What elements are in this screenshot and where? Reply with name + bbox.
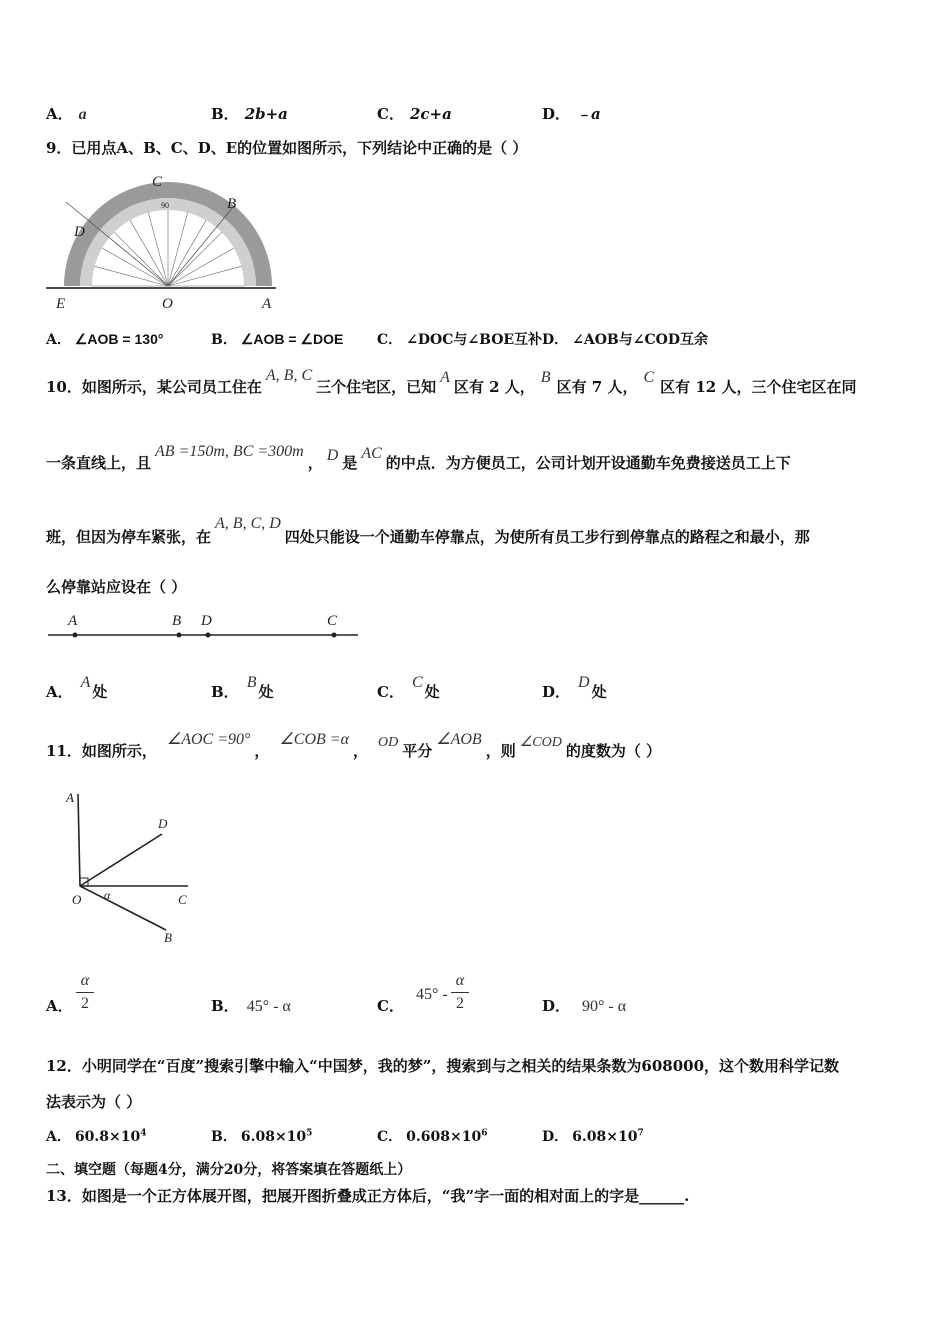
q8-option-c: C． 2c+a — [377, 105, 452, 123]
q12-option-b: B． $6.08\times 10^5$ — [211, 1128, 313, 1145]
q11-label-alpha: α — [104, 888, 111, 902]
q8-option-b: B． 2b+a — [211, 105, 288, 123]
q8-option-d: D． ﹣a — [542, 105, 601, 123]
q10-line3: 班，但因为停车紧张，在A, B, C, D四处只能设一个通勤车停靠点，为使所有员工步行到停靠点的路程之和最小，那 — [46, 515, 810, 546]
q10-line4: 么停靠站应设在（ ） — [46, 578, 187, 596]
q11-label-d: D — [158, 816, 168, 831]
q9-option-d: D． ∠AOB与∠COD互余 — [542, 332, 708, 348]
q10-line2: 一条直线上，且AB =150m, BC =300m， D 是AC的中点．为方便员工，公司计划开设通勤车免费接送员工上下 — [46, 443, 791, 472]
q9-stem: 9．已用点A、B、C、D、E的位置如图所示，下列结论中正确的是（ ） — [46, 139, 528, 157]
q10-option-b: B．B处 — [211, 674, 274, 701]
q9-label-a: A — [262, 296, 272, 312]
q10-line1: 10．如图所示，某公司员工住在A, B, C三个住宅区，已知A区有 2 人，B区有 7 人，C区有 12 人，三个住宅区在同 — [46, 367, 857, 396]
q11-option-b: B． 45° - α — [211, 997, 291, 1015]
q12-line1: 12．小明同学在“百度”搜索引擎中输入“中国梦，我的梦”，搜索到与之相关的结果条数为608000，这个数用科学记数 — [46, 1057, 840, 1075]
q9-option-a: A． ∠AOB = 130° — [46, 331, 164, 348]
q9-option-b: B． ∠AOB = ∠DOE — [211, 331, 344, 348]
q11-angle-figure — [58, 786, 208, 946]
q9-label-b: B — [227, 196, 237, 212]
q12-option-c: C． $0.608\times 10^6$ — [377, 1128, 488, 1145]
q10-label-c: C — [327, 613, 338, 629]
q13-stem: 13．如图是一个正方体展开图，把展开图折叠成正方体后，“我”字一面的相对面上的字是______. — [46, 1187, 690, 1205]
q9-label-o: O — [162, 296, 173, 312]
q11-option-a: A． — [46, 997, 73, 1015]
q11-option-c: C．45° - — [377, 986, 448, 1015]
section2-heading: 二、填空题（每题4分，满分20分，将答案填在答题纸上） — [46, 1162, 412, 1178]
q11-option-a-fraction: α 2 — [76, 972, 94, 1013]
q9-option-c: C． ∠DOC与∠BOE互补 — [377, 332, 543, 348]
q12-option-d: D． $6.08\times 10^7$ — [542, 1128, 644, 1145]
q11-option-c-fraction: α 2 — [451, 972, 469, 1013]
q9-label-d: D — [74, 224, 85, 240]
q10-label-d: D — [201, 613, 212, 629]
q11-option-d: D． 90° - α — [542, 997, 627, 1015]
q10-option-c: C．C处 — [377, 674, 440, 701]
q10-label-b: B — [172, 613, 182, 629]
q9-protractor-figure — [44, 168, 284, 313]
q10-line-figure — [44, 608, 364, 648]
q11-label-o: O — [72, 892, 82, 907]
q9-label-e: E — [56, 296, 66, 312]
q12-option-a: A． $60.8\times 10^4$ — [46, 1128, 147, 1145]
q10-option-d: D．D处 — [542, 674, 607, 701]
q9-label-c: C — [152, 174, 163, 190]
q8-option-a: A． a — [46, 105, 87, 123]
q10-label-a: A — [68, 613, 78, 629]
q11-stem: 11．如图所示，∠AOC =90°，∠COB =α， OD 平分∠AOB，则 ∠COD 的度数为（ ） — [46, 731, 662, 760]
q11-label-b: B — [164, 930, 172, 945]
q9-label-90: 90 — [161, 201, 169, 210]
q11-label-c: C — [178, 892, 187, 907]
q12-line2: 法表示为（ ） — [46, 1093, 142, 1111]
q10-option-a: A．A处 — [46, 674, 108, 701]
q11-label-a: A — [66, 790, 74, 805]
